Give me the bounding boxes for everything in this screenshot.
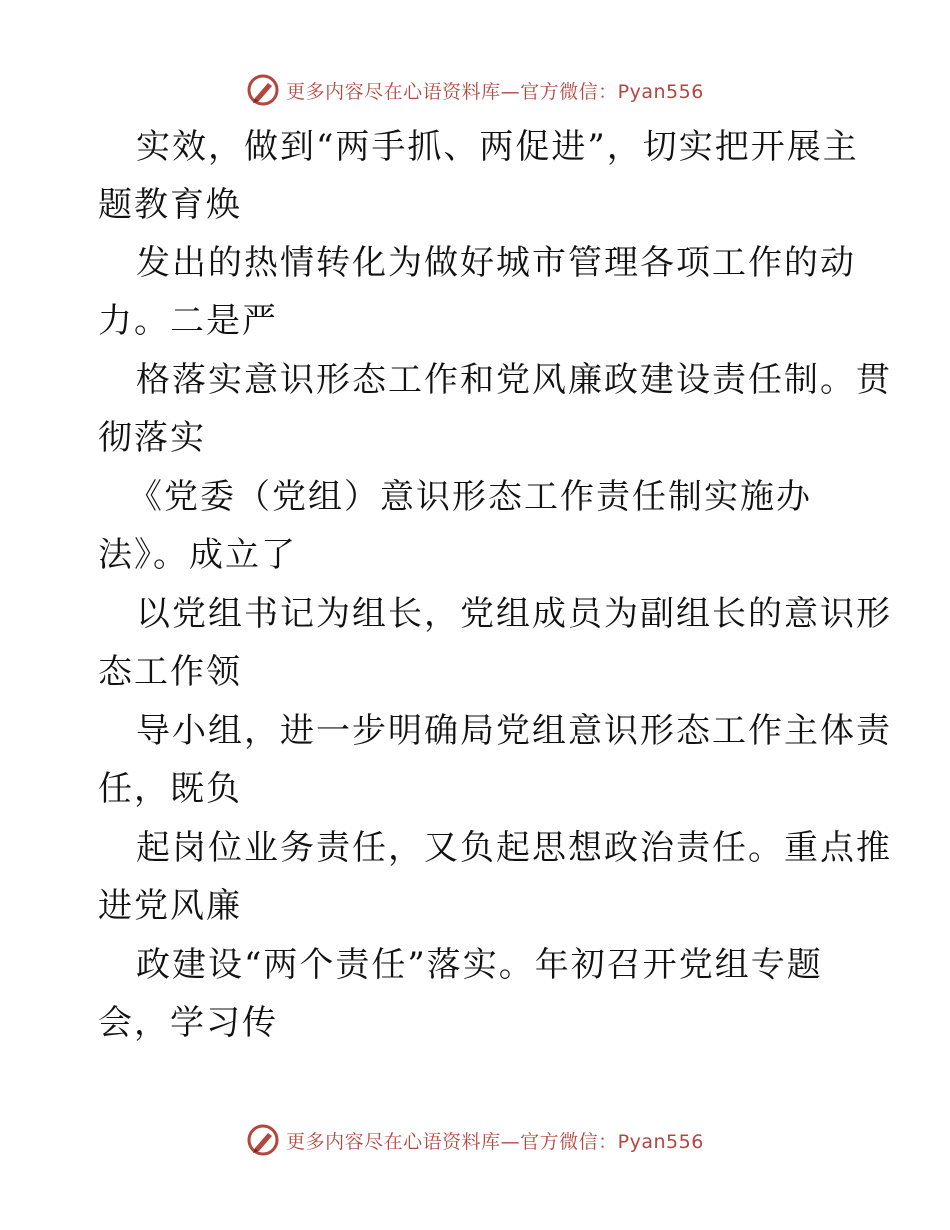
body-line: 起岗位业务责任，又负起思想政治责任。重点推	[136, 828, 892, 868]
footer-banner-text: 更多内容尽在心语资料库—官方微信：Pyan556	[286, 1130, 704, 1153]
body-line: 实效，做到“两手抓、两促进”，切实把开展主	[136, 127, 859, 167]
body-line: 力。二是严	[98, 301, 278, 341]
pen-logo-icon	[246, 1123, 280, 1157]
pen-logo-icon	[246, 73, 280, 107]
body-line: 态工作领	[98, 652, 242, 692]
footer-banner	[0, 1120, 950, 1160]
body-line: 以党组书记为组长，党组成员为副组长的意识形	[136, 594, 892, 634]
body-line: 格落实意识形态工作和党风廉政建设责任制。贯	[136, 360, 892, 400]
body-line: 政建设“两个责任”落实。年初召开党组专题	[136, 945, 823, 985]
body-line: 任，既负	[98, 769, 242, 809]
body-line: 题教育焕	[98, 185, 242, 225]
body-line: 彻落实	[98, 418, 206, 458]
header-banner	[0, 70, 950, 110]
header-banner-text: 更多内容尽在心语资料库—官方微信：Pyan556	[286, 80, 704, 103]
body-line: 《党委（党组）意识形态工作责任制实施办	[128, 477, 812, 517]
body-line: 发出的热情转化为做好城市管理各项工作的动	[136, 243, 856, 283]
body-line: 进党风廉	[98, 886, 242, 926]
body-line: 导小组，进一步明确局党组意识形态工作主体责	[136, 711, 892, 751]
body-line: 法》。成立了	[98, 535, 297, 575]
body-line: 会，学习传	[98, 1003, 278, 1043]
